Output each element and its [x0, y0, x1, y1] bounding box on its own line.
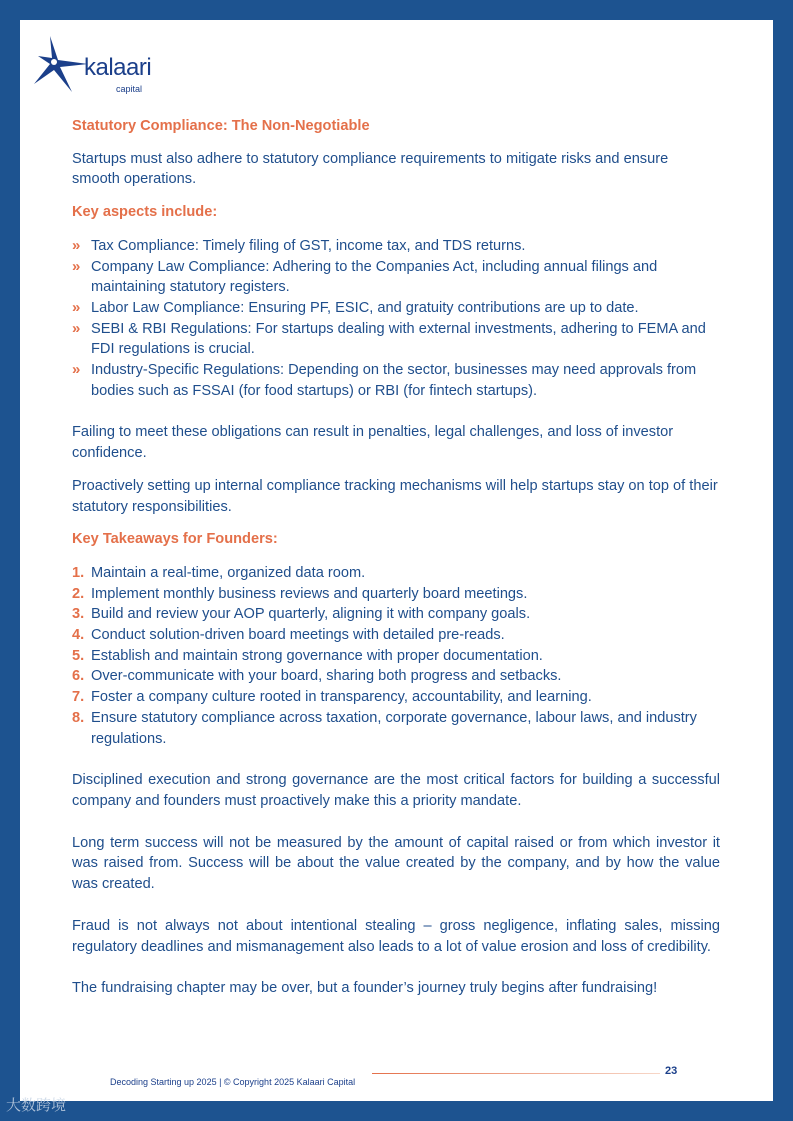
- disciplined-paragraph: Disciplined execution and strong governance are the most critical factors for building a successful company and founders must proactively make this a priority mandate.: [72, 772, 720, 809]
- list-item: 3. Build and review your AOP quarterly, aligning it with company goals.: [72, 604, 720, 625]
- list-item: » SEBI & RBI Regulations: For startups dealing with external investments, adhering to FEMA and FDI regulations is crucial.: [72, 319, 706, 358]
- chevron-right-icon: »: [72, 298, 78, 316]
- aspects-list: [72, 236, 720, 402]
- item-number: 8.: [72, 709, 85, 726]
- fraud-paragraph: Fraud is not always not about intentional stealing – gross negligence, inflating sales, missing regulatory deadlines and mismanagement also leads to a lot of value erosion and loss of credibility.: [72, 917, 720, 955]
- list-item: 2. Implement monthly business reviews and quarterly board meetings.: [72, 584, 720, 605]
- list-item: » Company Law Compliance: Adhering to the Companies Act, including annual filings and maintaining statutory registers.: [72, 257, 658, 296]
- item-number: 1.: [72, 564, 85, 581]
- item-number: 4.: [72, 627, 85, 644]
- list-item: » Labor Law Compliance: Ensuring PF, ESIC, and gratuity contributions are up to date.: [72, 298, 720, 319]
- item-number: 7.: [72, 689, 85, 706]
- chevron-right-icon: »: [72, 361, 78, 379]
- list-item: » Industry-Specific Regulations: Depending on the sector, businesses may need approvals from bodies such as FSSAI (for food startups) or RBI (for fintech startups).: [72, 361, 697, 399]
- footer-copyright: Decoding Starting up 2025 | © Copyright 2025 Kalaari Capital: [110, 1077, 356, 1087]
- proactive-paragraph: Proactively setting up internal compliance tracking mechanisms will help startups stay on top of their statutory responsibilities.: [72, 477, 718, 515]
- list-item: 6. Over-communicate with your board, sharing both progress and setbacks.: [72, 666, 720, 687]
- watermark: 大数跨境: [6, 1096, 67, 1114]
- star-burst-icon: [32, 34, 92, 94]
- takeaways-heading: Key Takeaways for Founders:: [72, 531, 278, 548]
- logo-subtitle: capital: [116, 84, 143, 94]
- list-item: 4. Conduct solution-driven board meetings with detailed pre-reads.: [72, 625, 720, 646]
- kalaari-logo: [32, 32, 162, 104]
- list-item: 1. Maintain a real-time, organized data room.: [72, 563, 720, 584]
- chevron-right-icon: »: [72, 236, 78, 254]
- item-number: 2.: [72, 585, 85, 602]
- list-item: 8. Ensure statutory compliance across taxation, corporate governance, labour laws, and industry regulations.: [72, 709, 697, 747]
- chevron-right-icon: »: [72, 257, 78, 275]
- item-number: 5.: [72, 647, 85, 664]
- takeaways-list: [72, 563, 720, 749]
- closing-paragraph: The fundraising chapter may be over, but a founder’s journey truly begins after fundraising!: [72, 980, 658, 997]
- page-number: 23: [665, 1065, 678, 1077]
- key-aspects-heading: Key aspects include:: [72, 204, 218, 221]
- main-content: [72, 116, 720, 999]
- list-item: » Tax Compliance: Timely filing of GST, income tax, and TDS returns.: [72, 236, 720, 257]
- item-number: 6.: [72, 668, 85, 685]
- list-item: 5. Establish and maintain strong governance with proper documentation.: [72, 646, 720, 667]
- chevron-right-icon: »: [72, 319, 78, 337]
- footer-divider: [372, 1073, 660, 1074]
- item-number: 3.: [72, 606, 85, 623]
- failing-paragraph: Failing to meet these obligations can result in penalties, legal challenges, and loss of investor confidence.: [72, 424, 674, 462]
- list-item: 7. Foster a company culture rooted in transparency, accountability, and learning.: [72, 687, 720, 708]
- long-term-paragraph: Long term success will not be measured by the amount of capital raised or from which investor it was raised from. Success will be about the value created by the company, and by how the value was created.: [72, 834, 720, 893]
- statutory-heading: Statutory Compliance: The Non-Negotiable: [72, 118, 370, 134]
- logo-wordmark: kalaari: [84, 54, 152, 81]
- intro-paragraph: Startups must also adhere to statutory compliance requirements to mitigate risks and ensure smooth operations.: [72, 150, 669, 188]
- document-page: [20, 20, 773, 1101]
